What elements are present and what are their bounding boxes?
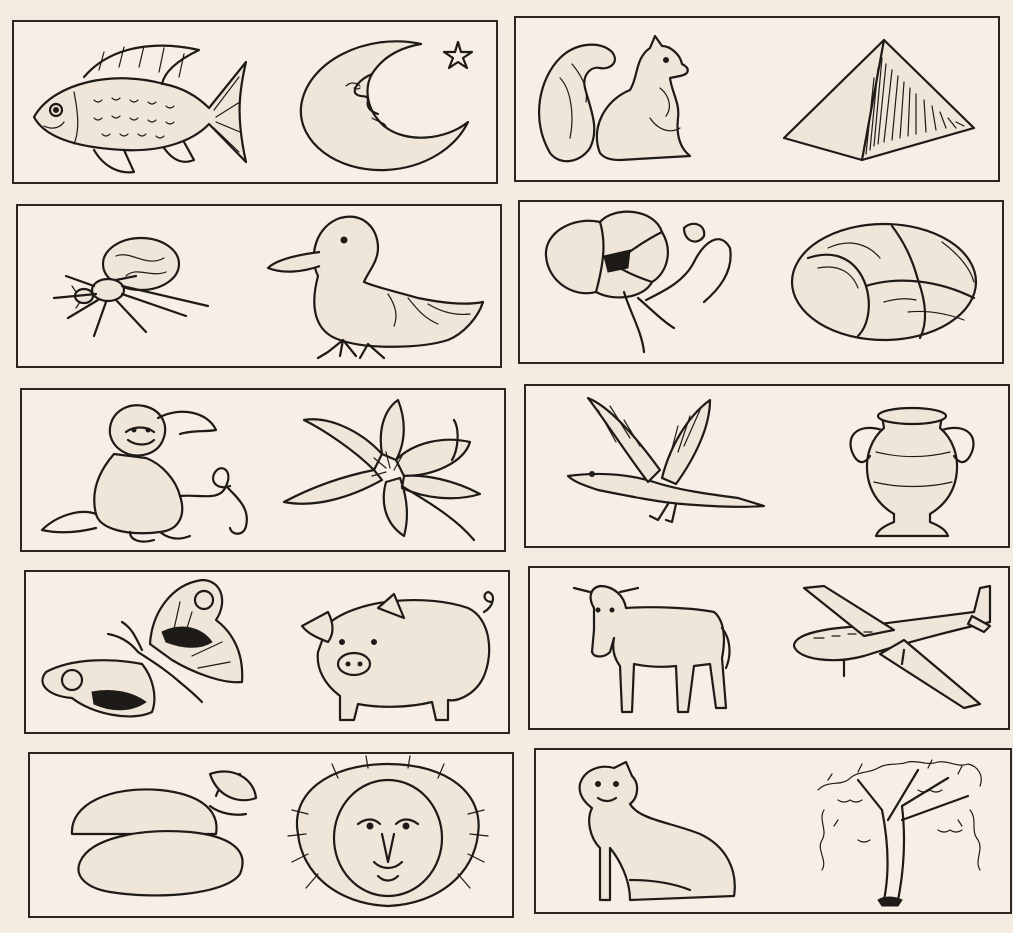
butterfly-icon	[32, 572, 262, 732]
squirrel-icon	[530, 18, 730, 178]
card-bird-vase	[524, 384, 1010, 548]
dog-icon	[570, 750, 750, 910]
spider-icon	[36, 206, 216, 366]
card-poppy-ball	[518, 200, 1004, 364]
airplane-icon	[784, 568, 1004, 728]
plums-icon	[60, 754, 260, 914]
duckling-icon	[248, 206, 488, 366]
lion-icon	[278, 754, 498, 914]
moon-icon	[286, 22, 486, 182]
card-cow-airplane	[528, 566, 1010, 730]
card-fish-moon	[12, 20, 498, 184]
lily-icon	[274, 390, 504, 550]
card-monkey-lily	[20, 388, 506, 552]
card-butterfly-pig	[24, 570, 510, 734]
bird-icon	[558, 386, 768, 546]
pig-icon	[298, 572, 508, 732]
pyramid-icon	[774, 18, 994, 178]
cow-icon	[554, 568, 754, 728]
card-squirrel-pyramid	[514, 16, 1000, 182]
tree-icon	[798, 750, 998, 910]
card-dog-tree	[534, 748, 1012, 914]
monkey-icon	[30, 390, 260, 550]
card-spider-duckling	[16, 204, 502, 368]
fish-icon	[24, 22, 254, 182]
card-plums-lion	[28, 752, 514, 918]
vase-icon	[836, 386, 996, 546]
poppy-icon	[534, 202, 734, 362]
ball-icon	[788, 202, 988, 362]
